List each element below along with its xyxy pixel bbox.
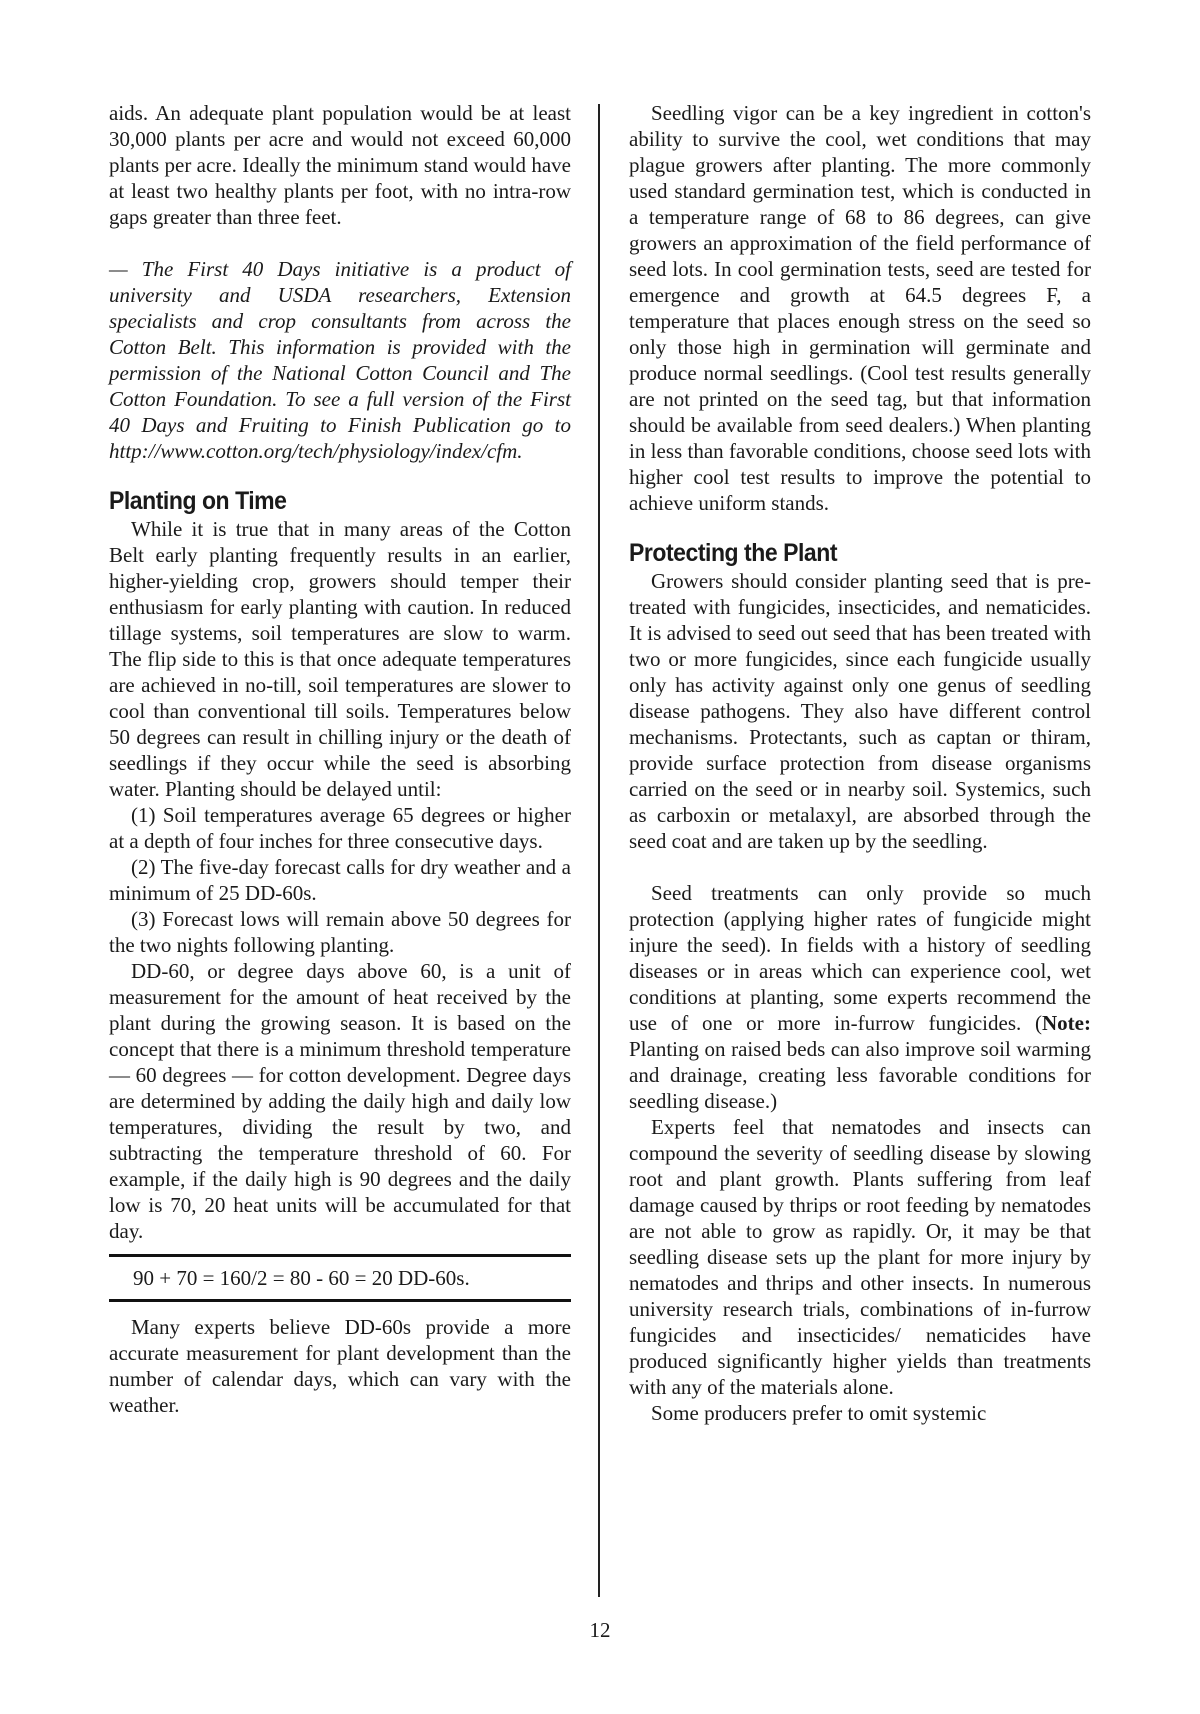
- body-paragraph: DD-60, or degree days above 60, is a unit of measurement for the amount of heat received by the plant during the growing season. It is based on the concept that there is a minimum threshold temperature — 60 degrees — for cotton development. Degree days are determined by adding the daily high and daily low temperatures, dividing the result by two, and subtracting the temperature threshold of 60. For example, if the daily high is 90 degrees and the daily low is 70, 20 heat units will be accumulated for that day.: [109, 959, 571, 1243]
- left-column: [109, 100, 571, 1418]
- right-column: [629, 100, 1091, 1426]
- section-heading-planting-on-time: Planting on Time: [109, 487, 287, 515]
- body-paragraph: Growers should consider planting seed that is pre-treated with fungicides, insecticides, and nematicides. It is advised to seed out seed that has been treated with two or more fungicides, since each fungicide usually only has activity against only one genus of seedling disease pathogens. They also have different control mechanisms. Protectants, such as captan or thiram, provide surface protection from disease organisms carried on the seed or in nearby soil. Systemics, such as carboxin or metalaxyl, are absorbed through the seed coat and are taken up by the seedling.: [629, 569, 1091, 853]
- body-paragraph: Experts feel that nematodes and insects can compound the severity of seedling disease by slowing root and plant growth. Plants suffering from leaf damage caused by thrips or root feeding by nematodes are not able to grow as rapidly. Or, it may be that seedling disease sets up the plant for more injury by nematodes and thrips and other insects. In numerous university research trials, combinations of in-furrow fungicides and insecticides/ nematicides have produced significantly higher yields than treatments with any of the materials alone.: [629, 1115, 1091, 1399]
- body-paragraph: While it is true that in many areas of the Cotton Belt early planting frequently results in an earlier, higher-yielding crop, growers should temper their enthusiasm for early planting with caution. In reduced tillage systems, soil temperatures are slow to warm. The flip side to this is that once adequate temperatures are achieved in no-till, soil temperatures are slower to cool than conventional till soils. Temperatures below 50 degrees can result in chilling injury or the death of seedlings if they occur while the seed is absorbing water. Planting should be delayed until:: [109, 517, 571, 801]
- section-heading-protecting-the-plant: Protecting the Plant: [629, 539, 838, 567]
- list-item: (3) Forecast lows will remain above 50 degrees for the two nights following planting.: [109, 907, 571, 957]
- body-paragraph: aids. An adequate plant population would be at least 30,000 plants per acre and would not exceed 60,000 plants per acre. Ideally the minimum stand would have at least two healthy plants per foot, with no intra-row gaps greater than three feet.: [109, 101, 571, 229]
- body-paragraph: Many experts believe DD-60s provide a more accurate measurement for plant development than the number of calendar days, which can vary with the weather.: [109, 1315, 571, 1417]
- page-number: 12: [589, 1618, 611, 1642]
- list-item: (1) Soil temperatures average 65 degrees or higher at a depth of four inches for three consecutive days.: [109, 803, 571, 853]
- body-paragraph: Some producers prefer to omit systemic: [651, 1401, 987, 1425]
- equation-box: [109, 1254, 571, 1302]
- body-paragraph: [629, 880, 1091, 1114]
- list-item: (2) The five-day forecast calls for dry weather and a minimum of 25 DD-60s.: [109, 855, 571, 905]
- text-run: Planting on raised beds can also improve soil warming and drainage, creating less favorable conditions for seedling disease.): [629, 1037, 1091, 1113]
- text-run: Seed treatments can only provide so much protection (applying higher rates of fungicide might injure the seed). In fields with a history of seedling diseases or in areas which can experience cool, wet conditions at planting, some experts recommend the use of one or more in-furrow fungicides. (: [629, 881, 1091, 1035]
- column-divider: [598, 104, 600, 1597]
- body-paragraph: Seedling vigor can be a key ingredient in cotton's ability to survive the cool, wet conditions that may plague growers after planting. The more commonly used standard germination test, which is conducted in a temperature range of 68 to 86 degrees, can give growers an approximation of the field performance of seed lots. In cool germination tests, seed are tested for emergence and growth at 64.5 degrees F, a temperature that places enough stress on the seed so only those high in germination will germinate and produce normal seedlings. (Cool test results generally are not printed on the seed tag, but that information should be available from seed dealers.) When planting in less than favorable conditions, choose seed lots with higher cool test results to improve the potential to achieve uniform stands.: [629, 101, 1091, 515]
- equation: 90 + 70 = 160/2 = 80 - 60 = 20 DD-60s.: [133, 1266, 470, 1290]
- credit-note: — The First 40 Days initiative is a product of university and USDA researchers, Extension specialists and crop consultants from across the Cotton Belt. This information is provided with the permission of the National Cotton Council and The Cotton Foundation. To see a full version of the First 40 Days and Fruiting to Finish Publication go to http://www.cotton.org/tech/physiology/index/cfm.: [109, 257, 571, 463]
- note-label: Note:: [1042, 1011, 1091, 1035]
